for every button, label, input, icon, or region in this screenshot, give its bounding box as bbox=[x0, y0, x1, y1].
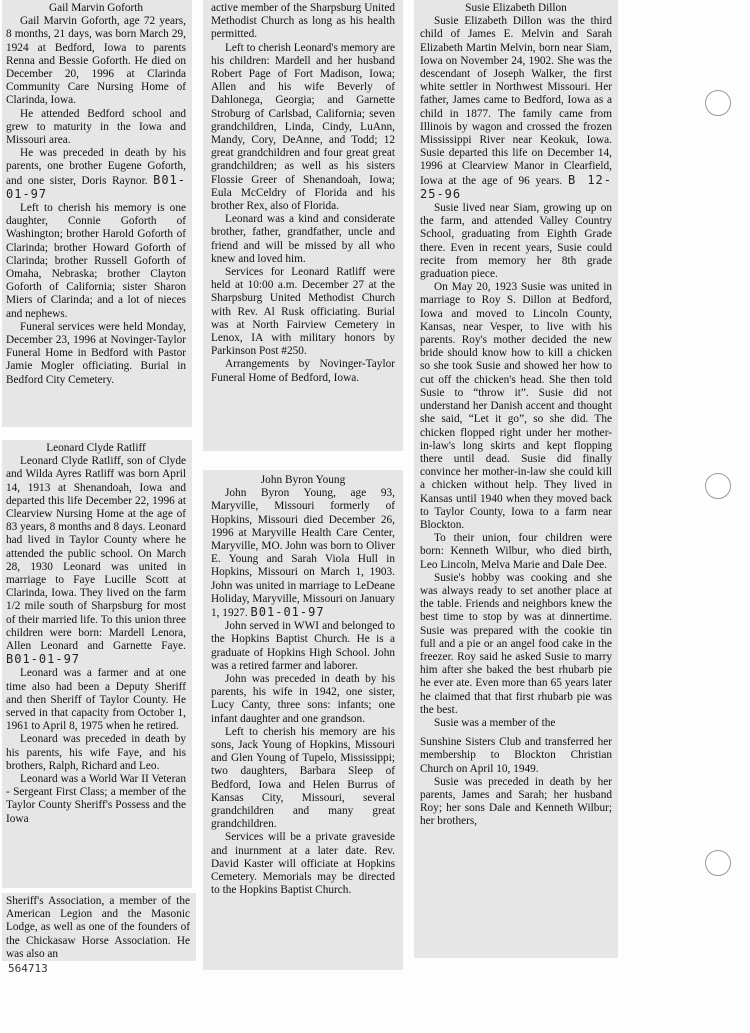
clipping-leonard-ratliff bbox=[2, 440, 192, 888]
binder-hole bbox=[705, 90, 731, 116]
clipping-leonard-continued bbox=[2, 893, 196, 961]
paragraph-text: He was preceded in death by his parents, one brother Eugene Goforth, and one sister, Doris Raynor. bbox=[6, 147, 186, 187]
paragraph-text: Leonard Clyde Ratliff, son of Clyde and Wilda Ayres Ratliff was born April 14, 1913 at Shenandoah, Iowa and departed this life December 22, 1996 at Clearview Nursing Home at the age of 83 years, 8 months and 8 days. Leonard had lived in Taylor County where he attended the public school. On March 28, 1930 Leonard was united in marriage to Faye Lucille Scott at Clarinda, Iowa. They lived on the farm 1/2 mile south of Sharpsburg for most of their married life. To this union three children were born: Mardell Lenora, Allen Leonard and Garnette Faye. bbox=[6, 455, 186, 653]
obituary-paragraph: To their union, four children were born: Kenneth Wilbur, who died birth, Leo Lincoln, Melva Marie and Dale Dee. bbox=[420, 532, 612, 571]
clipping-gail-goforth bbox=[2, 0, 192, 427]
handwritten-note: B01-01-97 bbox=[6, 172, 187, 201]
obituary-paragraph: John served in WWI and belonged to the Hopkins Baptist Church. He is a graduate of Hopkins High School. John was a retired farmer and laborer. bbox=[211, 620, 395, 672]
handwritten-note: B 12-25-96 bbox=[420, 172, 612, 201]
obituary-paragraph: On May 20, 1923 Susie was united in marriage to Roy S. Dillon at Bedford, Iowa and moved to Lincoln County, Kansas, near Vesper, to live with his parents. Roy's mother decided the new bride should know how to kill a chicken so she took Susie and showed her how to cut off the chicken's head. She then told Susie to “throw it”. Susie did not understand her Danish accent and thought she said, “Let it go”, so she did. The chicken flopped right under her mother-in-law's long skirts and kept flopping there until dead. Susie did finally convince her mother-in-law she could kill a chicken without help. They lived in Kansas until 1940 when they moved back to Taylor County, Iowa to a farm near Blockton. bbox=[420, 281, 612, 531]
obituary-heading: Gail Marvin Goforth bbox=[48, 2, 144, 14]
obituary-paragraph: Left to cherish Leonard's memory are his children: Mardell and her husband Robert Page of Fort Madison, Iowa; Allen and his wife Beverly of Dahlonega, Georgia; and Garnette Stroburg of Carlsbad, California; seven grandchildren, Linda, Cindy, LuAnn, Mandy, Cory, DeAnne, and Todd; 12 great grandchildren and four great great grandchildren; as well as his sisters Flossie Greer of Shenandoah, Iowa; Eula McCeldry of Florida and his brother Rex, also of Florida. bbox=[211, 41, 395, 213]
obituary-paragraph: Services will be a private graveside and inurnment at a later date. Rev. David Kaster will officiate at Hopkins Cemetery. Memorials may be directed to the Hopkins Baptist Church. bbox=[211, 831, 395, 897]
obituary-paragraph: Susie was preceded in death by her parents, James and Sarah; her husband Roy; her sons Dale and Kenneth Wilbur; her brothers, bbox=[420, 775, 612, 828]
document-id: 564713 bbox=[8, 962, 48, 975]
obituary-paragraph: He attended Bedford school and grew to maturity in the Iowa and Missouri area. bbox=[6, 107, 186, 147]
obituary-heading: John Byron Young bbox=[260, 474, 346, 486]
clipping-john-young bbox=[203, 470, 403, 970]
obituary-heading: Susie Elizabeth Dillon bbox=[465, 2, 567, 14]
obituary-paragraph: Sunshine Sisters Club and transferred her membership to Blockton Christian Church on April 10, 1949. bbox=[420, 736, 612, 775]
obituary-paragraph: Arrangements by Novinger-Taylor Funeral Home of Bedford, Iowa. bbox=[211, 358, 395, 384]
obituary-paragraph: Leonard was a kind and considerate brother, father, grandfather, uncle and friend and will be missed by all who knew and loved him. bbox=[211, 213, 395, 265]
obituary-paragraph bbox=[211, 487, 395, 620]
paragraph-text: Susie Elizabeth Dillon was the third child of James E. Melvin and Sarah Elizabeth Martin Melvin, born near Siam, Iowa on November 24, 1902. She was the descendant of Joseph Walker, the first white settler in Northwest Missouri. Her father, James came to Bedford, Iowa as a child in 1877. The family came from Illinois by wagon and crossed the frozen Mississippi River near Keokuk, Iowa. Susie departed this life on December 14, 1996 at Clearview Manor in Clearfield, Iowa at the age of 96 years. bbox=[420, 15, 612, 187]
obituary-paragraph: Leonard was a farmer and at one time also had been a Deputy Sheriff and then Sheriff of Taylor County. He served in that capacity from October 1, 1961 to April 8, 1975 when he retired. bbox=[6, 667, 186, 733]
obituary-paragraph: Susie was a member of the bbox=[434, 716, 556, 729]
obituary-paragraph bbox=[6, 147, 186, 202]
obituary-heading: Leonard Clyde Ratliff bbox=[46, 442, 146, 454]
obituary-paragraph bbox=[6, 455, 186, 667]
obituary-paragraph: Services for Leonard Ratliff were held at 10:00 a.m. December 27 at the Sharpsburg United Methodist Church with Rev. Al Rusk officiating. Burial was at North Fairview Cemetery in Lenox, IA with military honors by Parkinson Post #250. bbox=[211, 266, 395, 358]
obituary-paragraph: Funeral services were held Monday, December 23, 1996 at Novinger-Taylor Funeral Home in Bedford with Pastor Jamie Mogler officiating. Burial in Bedford City Cemetery. bbox=[6, 320, 186, 386]
obituary-paragraph bbox=[420, 15, 612, 202]
obituary-paragraph: Left to cherish his memory is one daughter, Connie Goforth of Washington; brother Harold Goforth of Clarinda; brother Howard Goforth of Clarinda; brother Russell Goforth of Omaha, Nebraska; brother Clayton Goforth of California; sister Sharon Miers of Clarinda; and a lot of nieces and nephews. bbox=[6, 202, 186, 320]
handwritten-note: B01-01-97 bbox=[250, 605, 325, 620]
obituary-paragraph: Susie lived near Siam, growing up on the farm, and attended Valley Country School, graduating from Eighth Grade there. Even in recent years, Susie could recite from memory her 8th grade graduation piece. bbox=[420, 202, 612, 281]
obituary-paragraph: John was preceded in death by his parents, his wife in 1942, one sister, Lucy Canty, three sons: infants; one infant daughter and one grandson. bbox=[211, 673, 395, 725]
obituary-paragraph: Leonard was preceded in death by his parents, his wife Faye, and his brothers, Ralph, Richard and Leo. bbox=[6, 733, 186, 772]
obituary-paragraph: Susie's hobby was cooking and she was always ready to set another place at the table. Friends and neighbors knew the best time to stop by was at dinnertime. Susie was prepared with the cookie tin full and a pie or an angel food cake in the freezer. Roy said he asked Susie to marry him after she baked the best rhubarb pie he ever ate. Even more than 65 years later he claimed that that first rhubarb pie was the best. bbox=[420, 571, 612, 716]
clipping-susie-dillon bbox=[414, 0, 618, 958]
binder-hole bbox=[705, 473, 731, 499]
binder-hole bbox=[705, 850, 731, 876]
handwritten-note: B01-01-97 bbox=[6, 652, 81, 667]
clipping-leonard-more bbox=[203, 0, 403, 451]
obituary-paragraph: Leonard was a World War II Veteran - Sergeant First Class; a member of the Taylor County Sheriff's Possess and the Iowa bbox=[6, 773, 186, 825]
obituary-paragraph: Left to cherish his memory are his sons, Jack Young of Hopkins, Missouri and Glen Young of Tupelo, Mississippi; two daughters, Barbara Sleep of Bedford, Iowa and Helen Burrus of Kansas City, Missouri, several grandchildren and many great grandchildren. bbox=[211, 725, 395, 831]
obituary-paragraph: Gail Marvin Goforth, age 72 years, 8 months, 21 days, was born March 29, 1924 at Bedford, Iowa to parents Renna and Bessie Goforth. He died on December 20, 1996 at Clarinda Community Care Nursing Home of Clarinda, Iowa. bbox=[6, 15, 186, 107]
obituary-paragraph: active member of the Sharpsburg United Methodist Church as long as his health permitted. bbox=[211, 2, 395, 41]
paragraph-text: John Byron Young, age 93, Maryville, Missouri formerly of Hopkins, Missouri died December 26, 1996 at Maryville Health Care Center, Maryville, MO. John was born to Oliver E. Young and Sarah Viola Hull in Hopkins, Missouri on March 1, 1903. John was united in marriage to LeDeane Holiday, Maryville, Missouri on January 1, 1927. bbox=[211, 487, 395, 620]
obituary-paragraph: Sheriff's Association, a member of the American Legion and the Masonic Lodge, as well as one of the founders of the Chickasaw Horse Association. He was also an bbox=[6, 895, 190, 960]
